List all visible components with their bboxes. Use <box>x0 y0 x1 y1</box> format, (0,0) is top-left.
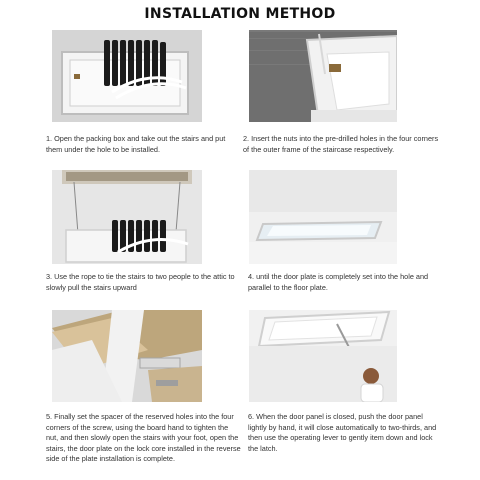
step-5-caption: 5. Finally set the spacer of the reserved holes into the four corners of the screw, using the board hand to tighten the nut, and then slowly open the stairs with your foot, open the stairs, the door plate on the lock core installed in the reverse side of the plate installation is complete. <box>46 412 241 463</box>
step-3-photo <box>52 170 202 264</box>
frame-corner-nut-icon <box>249 30 397 122</box>
step-4-caption: 4. until the door plate is completely set into the hole and parallel to the floor plate. <box>248 272 429 292</box>
step-2-photo <box>249 30 397 122</box>
step-3-caption: 3. Use the rope to tie the stairs to two people to the attic to slowly pull the stairs upward <box>46 272 235 292</box>
step-1-photo <box>52 30 202 122</box>
ceiling-hatch-icon <box>249 170 397 264</box>
person-operating-lever-icon <box>249 310 397 402</box>
stairs-corner-detail-icon <box>52 310 202 402</box>
step-5-photo <box>52 310 202 402</box>
stairs-hoisted-rope-icon <box>52 170 202 264</box>
folded-stairs-icon <box>52 30 202 122</box>
step-1-caption: 1. Open the packing box and take out the stairs and put them under the hole to be installed. <box>46 134 226 154</box>
step-4-photo <box>249 170 397 264</box>
step-2-caption: 2. Insert the nuts into the pre-drilled holes in the four corners of the outer frame of the staircase respectively. <box>243 134 439 154</box>
page-title: INSTALLATION METHOD <box>144 6 336 22</box>
step-6-caption: 6. When the door panel is closed, push the door panel lightly by hand, it will close automatically to two-thirds, and then use the operating lever to gently item down and lock the latch. <box>248 412 437 453</box>
step-6-photo <box>249 310 397 402</box>
